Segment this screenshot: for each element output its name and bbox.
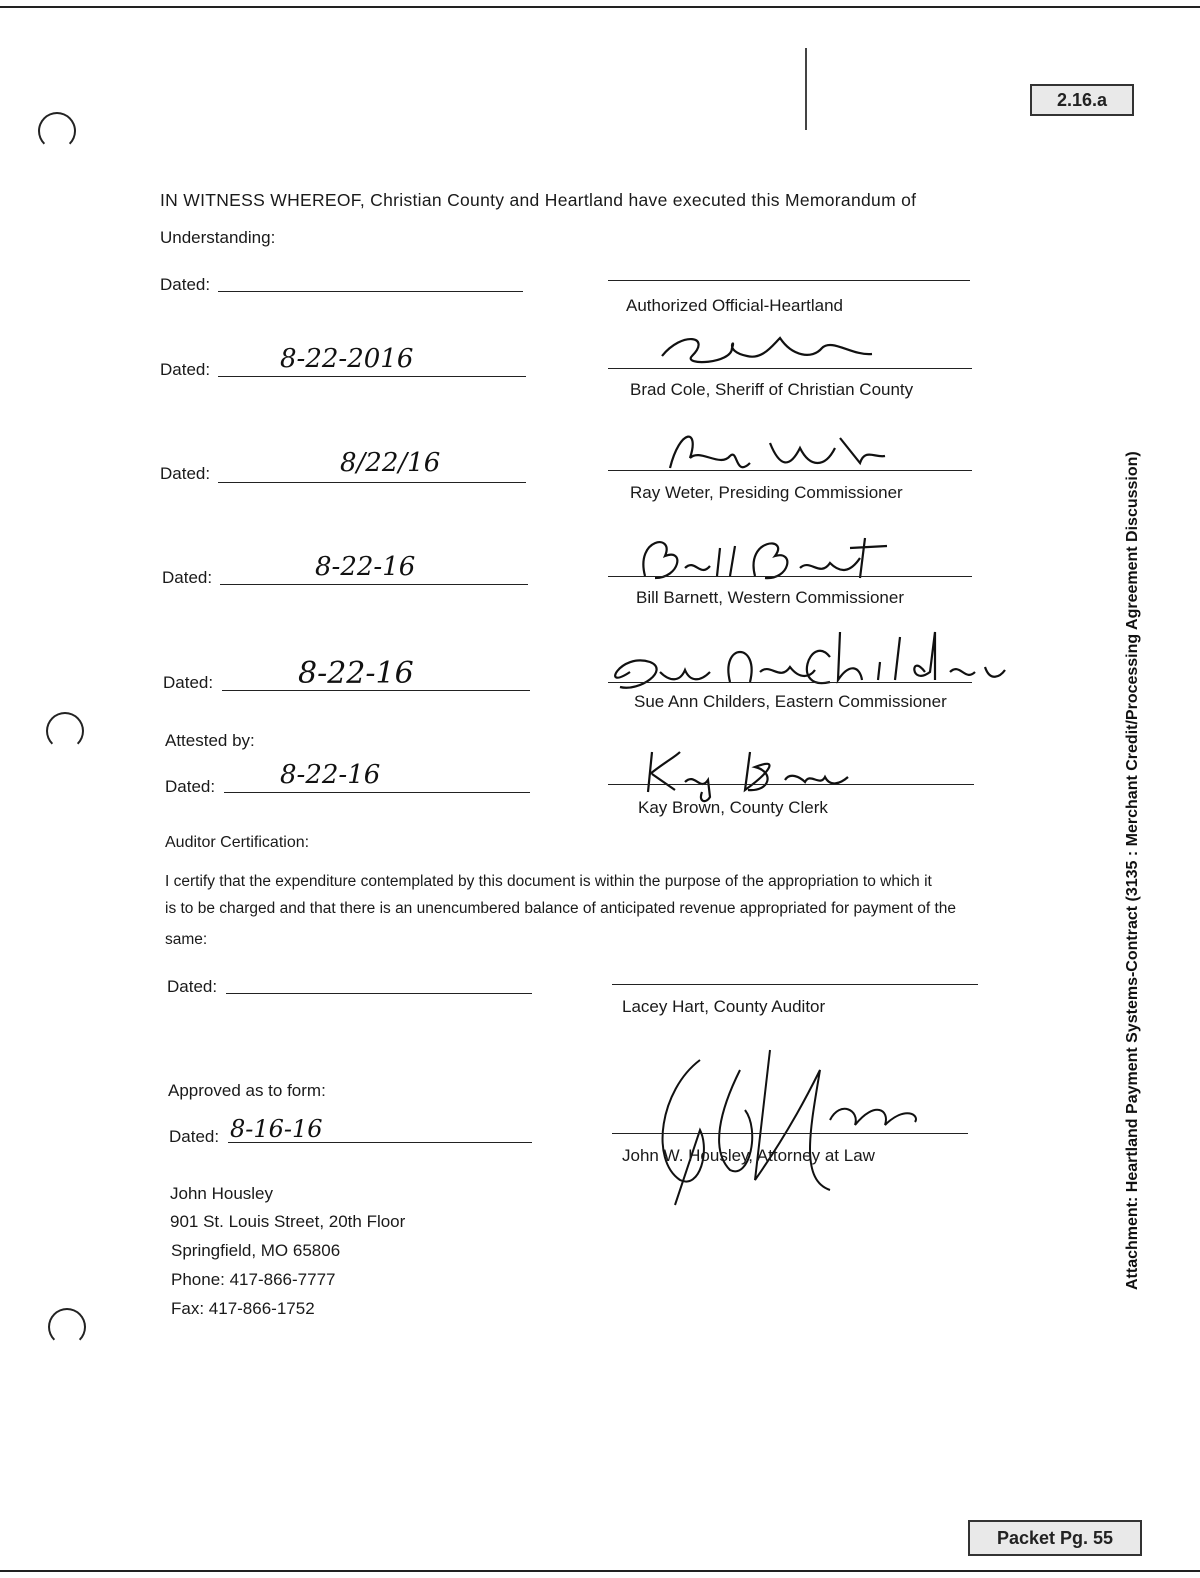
signature-brad-cole (652, 326, 882, 379)
date-line (218, 482, 526, 483)
dated-label: Dated: (167, 977, 218, 996)
dated-label: Dated: (160, 275, 211, 294)
punch-hole-middle (46, 712, 84, 750)
date-line (220, 584, 528, 585)
address-city: Springfield, MO 65806 (171, 1241, 341, 1260)
signer-label: Authorized Official-Heartland (626, 296, 844, 315)
signer-label: Ray Weter, Presiding Commissioner (630, 483, 903, 502)
date-line (222, 690, 530, 691)
page-stamp-top: 2.16.a (1030, 84, 1134, 116)
signer-label: Brad Cole, Sheriff of Christian County (630, 380, 914, 399)
punch-hole-bottom (48, 1308, 86, 1346)
auditor-signer-label: Lacey Hart, County Auditor (622, 997, 826, 1016)
signature-line (608, 368, 972, 369)
signer-label: Sue Ann Childers, Eastern Commissioner (634, 692, 947, 711)
address-name: John Housley (170, 1184, 274, 1203)
signature-line (612, 984, 978, 985)
center-mark (805, 48, 807, 130)
date-line (218, 291, 523, 292)
dated-label: Dated: (165, 777, 216, 796)
bottom-border (0, 1570, 1200, 1572)
signer-label: Kay Brown, County Clerk (638, 798, 828, 817)
dated-label: Dated: (169, 1127, 220, 1146)
auditor-text-line-1: I certify that the expenditure contemplated by this document is within the purpose of the appropriation to which it (165, 873, 932, 890)
signature-line (608, 784, 974, 785)
auditor-text-line-3: same: (165, 931, 208, 948)
signature-ray-weter (660, 418, 890, 493)
address-fax: Fax: 417-866-1752 (171, 1299, 315, 1318)
date-line (218, 376, 526, 377)
auditor-heading: Auditor Certification: (165, 834, 310, 851)
date-line (226, 993, 532, 994)
attested-by-label: Attested by: (165, 731, 255, 750)
intro-line-1: IN WITNESS WHEREOF, Christian County and Heartland have executed this Memorandum of (160, 190, 917, 210)
signer-label: Bill Barnett, Western Commissioner (636, 588, 904, 607)
handwritten-date: 8-22-2016 (280, 344, 414, 374)
intro-line-2: Understanding: (160, 228, 276, 247)
packet-page-stamp: Packet Pg. 55 (968, 1520, 1142, 1556)
auditor-text-line-2: is to be charged and that there is an unencumbered balance of anticipated revenue appropriated for payment of the (165, 900, 957, 917)
address-phone: Phone: 417-866-7777 (171, 1270, 336, 1289)
signature-john-housley (640, 1030, 940, 1225)
dated-label: Dated: (163, 673, 214, 692)
date-line (228, 1142, 532, 1143)
handwritten-date: 8-22-16 (298, 656, 414, 691)
attachment-sidebar: Attachment: Heartland Payment Systems-Contract (3135 : Merchant Credit/Processing Agreement Discussion) (1124, 451, 1141, 1290)
address-street: 901 St. Louis Street, 20th Floor (170, 1212, 406, 1231)
handwritten-date: 8-22-16 (280, 760, 381, 790)
handwritten-date: 8-22-16 (315, 552, 416, 582)
handwritten-date: 8/22/16 (340, 448, 441, 478)
top-border (0, 6, 1200, 8)
date-line (224, 792, 530, 793)
signature-line (608, 280, 970, 281)
dated-label: Dated: (160, 360, 211, 379)
attorney-signer-label: John W. Housley, Attorney at Law (622, 1146, 875, 1165)
signature-line (608, 576, 972, 577)
dated-label: Dated: (160, 464, 211, 483)
signature-line (608, 682, 972, 683)
punch-hole-top (38, 112, 76, 150)
signature-line (612, 1133, 968, 1134)
dated-label: Dated: (162, 568, 213, 587)
approved-heading: Approved as to form: (168, 1081, 326, 1100)
handwritten-date: 8-16-16 (230, 1115, 323, 1143)
signature-bill-barnett (625, 528, 895, 593)
signature-line (608, 470, 972, 471)
